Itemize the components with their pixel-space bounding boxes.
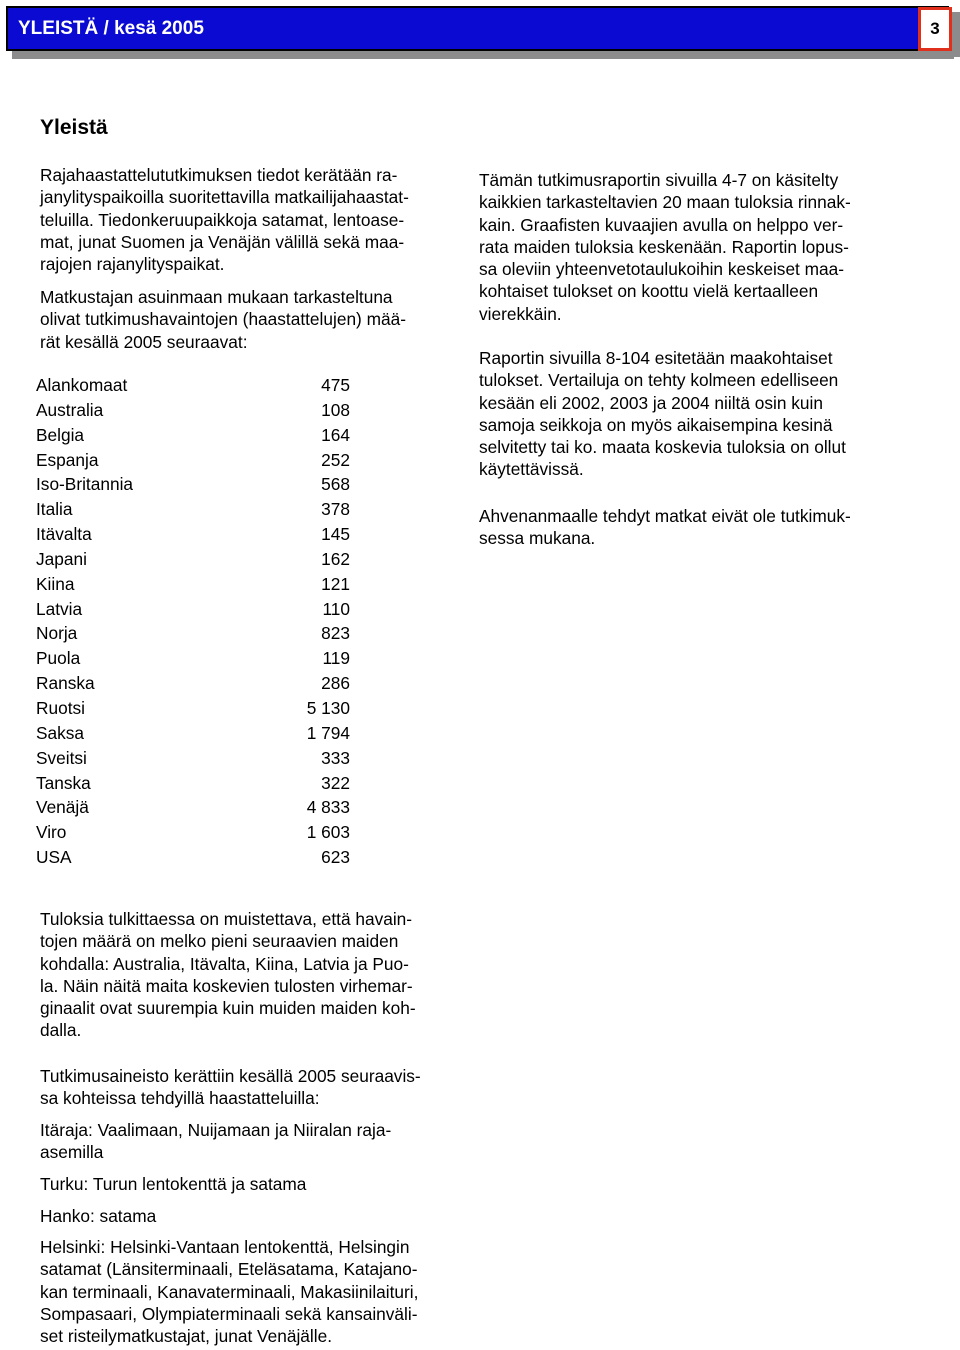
table-row [36,572,356,597]
bottom-paragraph-5: Hanko: satama [40,1206,157,1226]
bottom-paragraph-2: Tutkimusaineisto kerättiin kesällä 2005 seuraavis- sa kohteissa tehdyillä haastatteluilla: [40,1066,421,1109]
right-paragraph-2: Raportin sivuilla 8-104 esitetään maakohtaiset tulokset. Vertailuja on tehty kolmeen edelliseen kesään eli 2002, 2003 ja 2004 niiltä osin kuin samoja seikkoja on myös aikaisempina kesinä selvitetty tai ko. maata koskevia tuloksia on ollut käytettävissä. [479,348,846,480]
table-row [36,820,356,845]
table-row [36,373,356,398]
table-row [36,621,356,646]
bottom-paragraph-3: Itäraja: Vaalimaan, Nuijamaan ja Niiralan raja- asemilla [40,1120,392,1163]
country-count: 333 [321,747,350,768]
country-count: 322 [321,772,350,793]
table-row [36,597,356,622]
country-name: Belgia [36,424,85,445]
intro-paragraph: Rajahaastattelututkimuksen tiedot kerätään ra- janylityspaikoilla suoritettavilla matkailijahaastat- teluilla. Tiedonkeruupaikkoja satamat, lentoase- mat, junat Suomen ja Venäjän välillä sekä maa- rajojen rajanylityspaikat. [40,165,409,275]
country-table [36,373,356,870]
country-name: Viro [36,822,67,843]
country-name: Venäjä [36,797,89,818]
table-row [36,398,356,423]
table-row [36,721,356,746]
country-count: 1 794 [306,722,350,743]
right-paragraph-1: Tämän tutkimusraportin sivuilla 4-7 on käsitelty kaikkien tarkasteltavien 20 maan tuloksia rinnak- kain. Graafisten kuvaajien avulla on helppo ver- rata maiden tuloksia keskenään. Raportin lopus- sa oleviin yhteenvetotaulukoihin keskeiset maa- kohtaiset tulokset on koottu vielä kertaalleen vierekkäin. [479,170,851,324]
table-row [36,795,356,820]
country-name: Japani [36,548,87,569]
country-count: 252 [321,449,350,470]
table-row [36,472,356,497]
country-count: 119 [322,648,350,669]
page-number-box [918,7,952,51]
table-row [36,771,356,796]
header-title: YLEISTÄ / kesä 2005 [18,18,204,39]
country-count: 108 [321,399,350,420]
table-row [36,671,356,696]
country-count: 121 [321,573,350,594]
country-name: Australia [36,399,104,420]
lead-paragraph: Matkustajan asuinmaan mukaan tarkasteltuna olivat tutkimushavaintojen (haastattelujen) mää- rät kesällä 2005 seuraavat: [40,287,406,352]
table-row [36,423,356,448]
table-row [36,845,356,870]
right-paragraph-3: Ahvenanmaalle tehdyt matkat eivät ole tutkimuk- sessa mukana. [479,506,851,549]
table-row [36,646,356,671]
country-count: 475 [321,375,350,395]
country-name: USA [36,847,72,868]
country-count: 378 [321,499,350,520]
country-name: Itävalta [36,524,92,545]
table-row [36,547,356,572]
country-name: Ranska [36,673,95,694]
country-count: 162 [321,548,350,569]
table-row [36,746,356,771]
country-count: 5 130 [306,697,350,718]
table-row [36,497,356,522]
country-count: 145 [321,524,350,545]
section-heading: Yleistä [40,116,108,139]
table-row [36,522,356,547]
country-name: Espanja [36,449,99,470]
country-count: 823 [321,623,350,644]
bottom-paragraph-4: Turku: Turun lentokenttä ja satama [40,1174,307,1194]
country-count: 568 [321,474,350,495]
country-name: Kiina [36,573,75,594]
country-name: Saksa [36,722,85,743]
country-name: Tanska [36,772,91,793]
country-name: Latvia [36,598,83,619]
country-name: Puola [36,648,81,669]
country-count: 1 603 [306,822,350,843]
country-name: Norja [36,623,78,644]
country-name: Sveitsi [36,747,87,768]
country-name: Ruotsi [36,697,85,718]
bottom-paragraph-6: Helsinki: Helsinki-Vantaan lentokenttä, Helsingin satamat (Länsiterminaali, Eteläsatama, Katajano- kan terminaali, Kanavaterminaali, Makasiinilaituri, Sompasaari, Olympiaterminaali sekä kansainväli- set risteilymatkustajat, junat Venäjälle. [40,1237,419,1347]
table-row [36,448,356,473]
country-name: Italia [36,499,73,520]
country-name: Iso-Britannia [36,474,134,495]
country-count: 110 [322,598,350,619]
country-count: 4 833 [306,797,350,818]
country-count: 623 [321,847,350,868]
country-count: 286 [321,673,350,694]
table-row [36,696,356,721]
bottom-paragraph-1: Tuloksia tulkittaessa on muistettava, että havain- tojen määrä on melko pieni seuraavien maiden kohdalla: Australia, Itävalta, Kiina, Latvia ja Puo- la. Näin näitä maita koskevien tulosten virhemar- ginaalit ovat suurempia kuin muiden maiden koh- dalla. [40,909,416,1041]
page-number: 3 [930,19,940,38]
country-count: 164 [321,424,350,445]
country-name: Alankomaat [36,375,128,395]
header-banner [6,6,949,51]
